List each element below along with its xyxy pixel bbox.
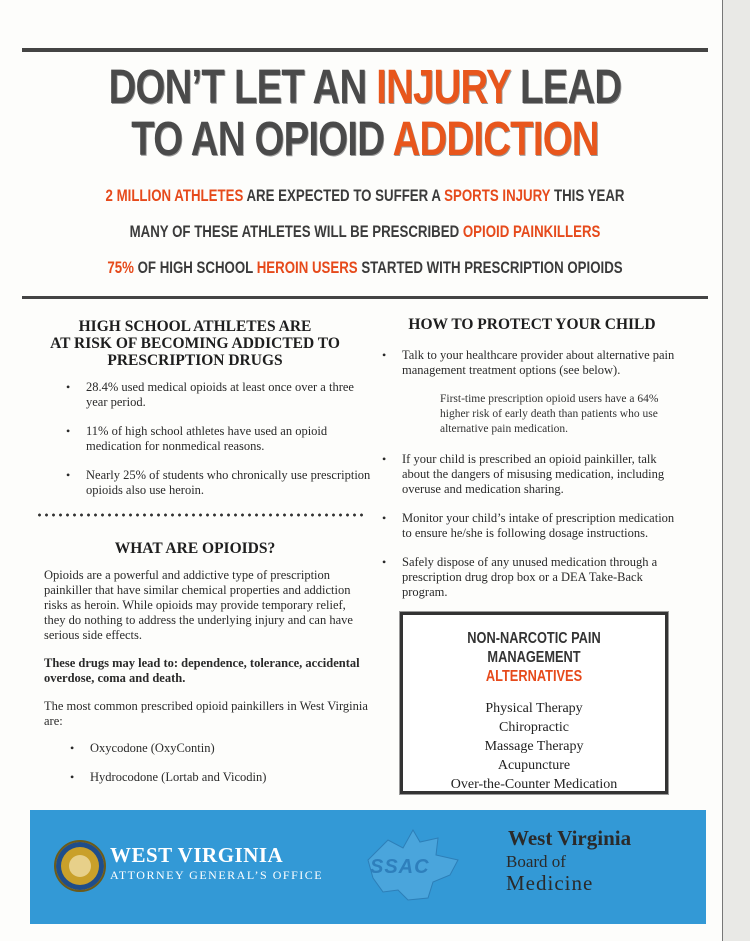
protect-heading: HOW TO PROTECT YOUR CHILD <box>408 316 656 333</box>
risk-list <box>86 380 371 512</box>
board-of-medicine-line-1: West Virginia <box>508 826 632 850</box>
alternatives-list <box>403 699 665 794</box>
list-item: • Safely dispose of any unused medication through a prescription drug drop box or a DEA Take-Back program. <box>402 555 682 600</box>
list-item: • If your child is prescribed an opioid painkiller, talk about the dangers of misusing medication, including overuse and medication sharing. <box>402 452 682 497</box>
risk-note: First-time prescription opioid users have a 64% higher risk of early death than patients who use alternative pain medication. <box>440 393 659 435</box>
stat-line-1: 2 MILLION ATHLETES ARE EXPECTED TO SUFFER A SPORTS INJURY THIS YEAR <box>105 186 625 205</box>
list-item: • 11% of high school athletes have used an opioid medication for nonmedical reasons. <box>86 424 371 454</box>
stat-line-2: MANY OF THESE ATHLETES WILL BE PRESCRIBED OPIOID PAINKILLERS <box>129 222 601 241</box>
list-item: • Hydrocodone (Lortab and Vicodin) <box>90 770 360 785</box>
common-painkillers-intro: The most common prescribed opioid painkillers in West Virginia are: <box>44 699 368 728</box>
list-item: • 28.4% used medical opioids at least once over a three year period. <box>86 380 371 410</box>
middle-rule <box>22 296 708 299</box>
painkiller-list <box>90 741 360 799</box>
list-item: • Nearly 25% of students who chronically use prescription opioids also use heroin. <box>86 468 371 498</box>
list-item: Chiropractic <box>499 720 569 735</box>
dotted-divider <box>36 512 366 518</box>
board-of-medicine-line-3: Medicine <box>506 871 594 895</box>
protect-list <box>402 452 682 614</box>
list-item: • Oxycodone (OxyContin) <box>90 741 360 756</box>
alternatives-box <box>400 612 668 794</box>
attorney-general-seal-icon <box>54 840 106 892</box>
opioids-risks: These drugs may lead to: dependence, tolerance, accidental overdose, coma and death. <box>44 656 360 685</box>
ag-office-name: WEST VIRGINIA <box>110 843 284 867</box>
opioids-heading: WHAT ARE OPIOIDS? <box>114 540 276 557</box>
ssac-logo: SSAC <box>370 856 430 878</box>
board-of-medicine-line-2: Board of <box>506 852 566 871</box>
opioids-description: Opioids are a powerful and addictive type of prescription painkiller that have similar chemical properties and addiction risks as heroin. While opioids may provide temporary relief, they do nothing to address the underlying injury and can have serious side effects. <box>44 568 353 642</box>
page-edge <box>722 0 750 941</box>
alternatives-subtitle: ALTERNATIVES <box>485 668 583 685</box>
list-item: • Talk to your healthcare provider about alternative pain management treatment options (see below). <box>402 348 682 378</box>
list-item: Acupuncture <box>497 758 571 773</box>
alternatives-title: NON-NARCOTIC PAIN MANAGEMENT <box>467 630 601 666</box>
list-item: Physical Therapy <box>485 701 583 716</box>
top-rule <box>22 48 708 52</box>
list-item: Massage Therapy <box>484 739 584 754</box>
risk-heading: HIGH SCHOOL ATHLETES ARE AT RISK OF BECOMING ADDICTED TO PRESCRIPTION DRUGS <box>50 318 340 369</box>
protect-list-first <box>402 348 682 392</box>
stat-line-3: 75% OF HIGH SCHOOL HEROIN USERS STARTED WITH PRESCRIPTION OPIOIDS <box>107 258 623 277</box>
list-item: Over-the-Counter Medication <box>450 777 618 792</box>
headline-line-2: TO AN OPIOID ADDICTION <box>131 113 599 166</box>
headline-line-1: DON’T LET AN INJURY LEAD <box>108 61 622 114</box>
list-item: • Monitor your child’s intake of prescription medication to ensure he/she is following dosage instructions. <box>402 511 682 541</box>
ag-office-subtitle: ATTORNEY GENERAL’S OFFICE <box>110 868 324 882</box>
